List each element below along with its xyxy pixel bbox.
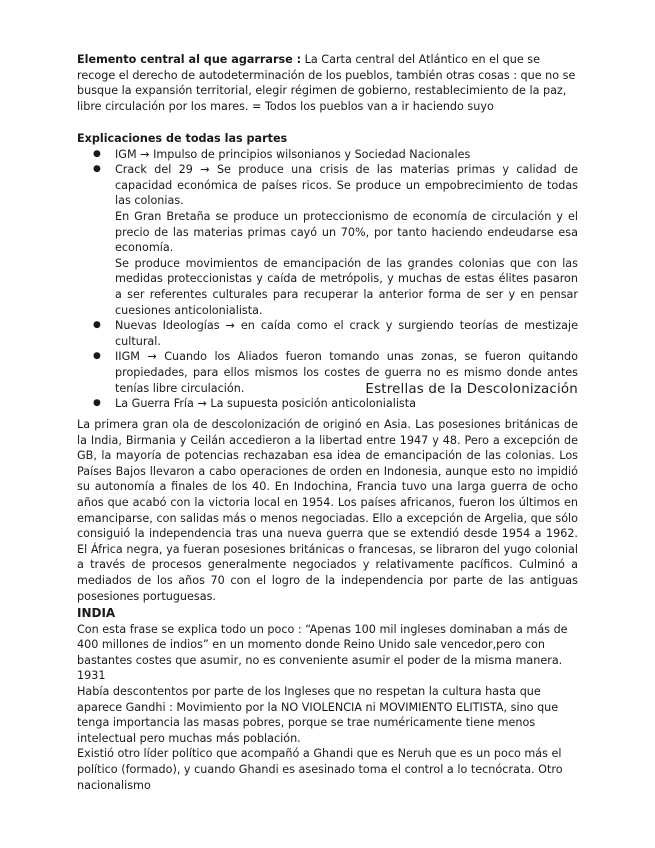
india-line: Existió otro líder político que acompañó a Ghandi que es Neruh que es un poco más el político (formado), y cuando Ghandi es asesinado toma el control a lo tecnócrata. Otro nacionalismo <box>77 747 563 792</box>
india-title: INDIA <box>77 606 116 620</box>
explanations-list <box>77 147 578 412</box>
list-item-text: IGM → Impulso de principios wilsonianos y Sociedad Nacionales <box>115 147 471 161</box>
india-line: Había descontentos por parte de los Ingleses que no respetan la cultura hasta que aparece Gandhi : Movimiento por la NO VIOLENCIA ni MOVIMIENTO ELITISTA, sino que tenga importancia las masas pobres, porque se trae numéricamente tiene menos intelectual pero muchas más población. <box>77 684 559 745</box>
list-item <box>77 162 578 209</box>
list-item <box>77 318 578 349</box>
explanations-section <box>77 131 578 412</box>
explanations-heading: Explicaciones de todas las partes <box>77 132 288 145</box>
list-item-extra: En Gran Bretaña se produce un proteccionismo de economía de circulación y el precio de las materias primas cayó un 70%, por tanto haciendo endeudarse esa economía. <box>115 209 578 255</box>
list-item-text: La Guerra Fría → La supuesta posición anticolonialista <box>115 397 417 411</box>
intro-text: La Carta central del Atlántico en el que se recoge el derecho de autodeterminación de los pueblos, también otras cosas : que no se busque la expansión territorial, elegir régimen de gobierno, restablecimiento de la paz, libre circulación por los mares. = Todos los pueblos van a ir haciendo suyo <box>77 53 576 113</box>
section-title-stars: Estrellas de la Descolonización <box>365 382 578 397</box>
stars-paragraph: La primera gran ola de descolonización de originó en Asia. Las posesiones británicas de la India, Birmania y Ceilán accedieron a la libertad entre 1947 y 48. Pero a excepción de GB, la mayoría de potencias rechazaban esa idea de emancipación de las colonias. Los Países Bajos llevaron a cabo operaciones de orden en Indonesia, aunque esto no impidió su autonomía a finales de los 40. En Indochina, Francia tuvo una larga guerra de ocho años que acabó con la victoria local en 1954. Los países africanos, fueron los últimos en emanciparse, con salidas más o menos negociadas. Ello a excepción de Argelia, que sólo consiguió la independencia tras una nueva guerra que se extendió desde 1954 a 1962. El África negra, ya fueran posesiones británicas o francesas, se libraron del yugo colonial a través de procesos generalmente negociados y relativamente pacíficos. Culminó a mediados de los años 70 con el logro de la independencia por parte de las antiguas posesiones portuguesas. <box>77 418 578 603</box>
list-item <box>77 147 578 163</box>
list-item <box>77 396 578 412</box>
list-item-extra: Se produce movimientos de emancipación de las grandes colonias que con las medidas proteccionistas y caída de metrópolis, y muchas de estas élites pasaron a ser referentes culturales para recuperar la anterior forma de ser y en pensar cuesiones anticolonialista. <box>115 256 578 317</box>
list-item-text: Nuevas Ideologías → en caída como el crack y surgiendo teorías de mestizaje cultural. <box>115 319 578 348</box>
list-item-text: Crack del 29 → Se produce una crisis de las materias primas y calidad de capacidad económica de países ricos. Se produce un empobrecimiento de todas las colonias. <box>115 163 578 208</box>
india-line: Con esta frase se explica todo un poco : “Apenas 100 mil ingleses dominaban a más de 400 millones de indios” en un momento donde Reino Unido sale vencedor,pero con bastantes costes que asumir, no es conveniente asumir el poder de la misma manera. 1931 <box>77 622 568 683</box>
intro-paragraph <box>77 52 578 114</box>
india-section <box>77 606 578 793</box>
list-item-text: IIGM → Cuando los Aliados fueron tomando unas zonas, se fueron quitando propiedades, para ellos mismos los costes de guerra no es mismo donde antes tenías libre circulación. <box>115 350 578 395</box>
intro-label: Elemento central al que agarrarse : <box>77 53 302 66</box>
